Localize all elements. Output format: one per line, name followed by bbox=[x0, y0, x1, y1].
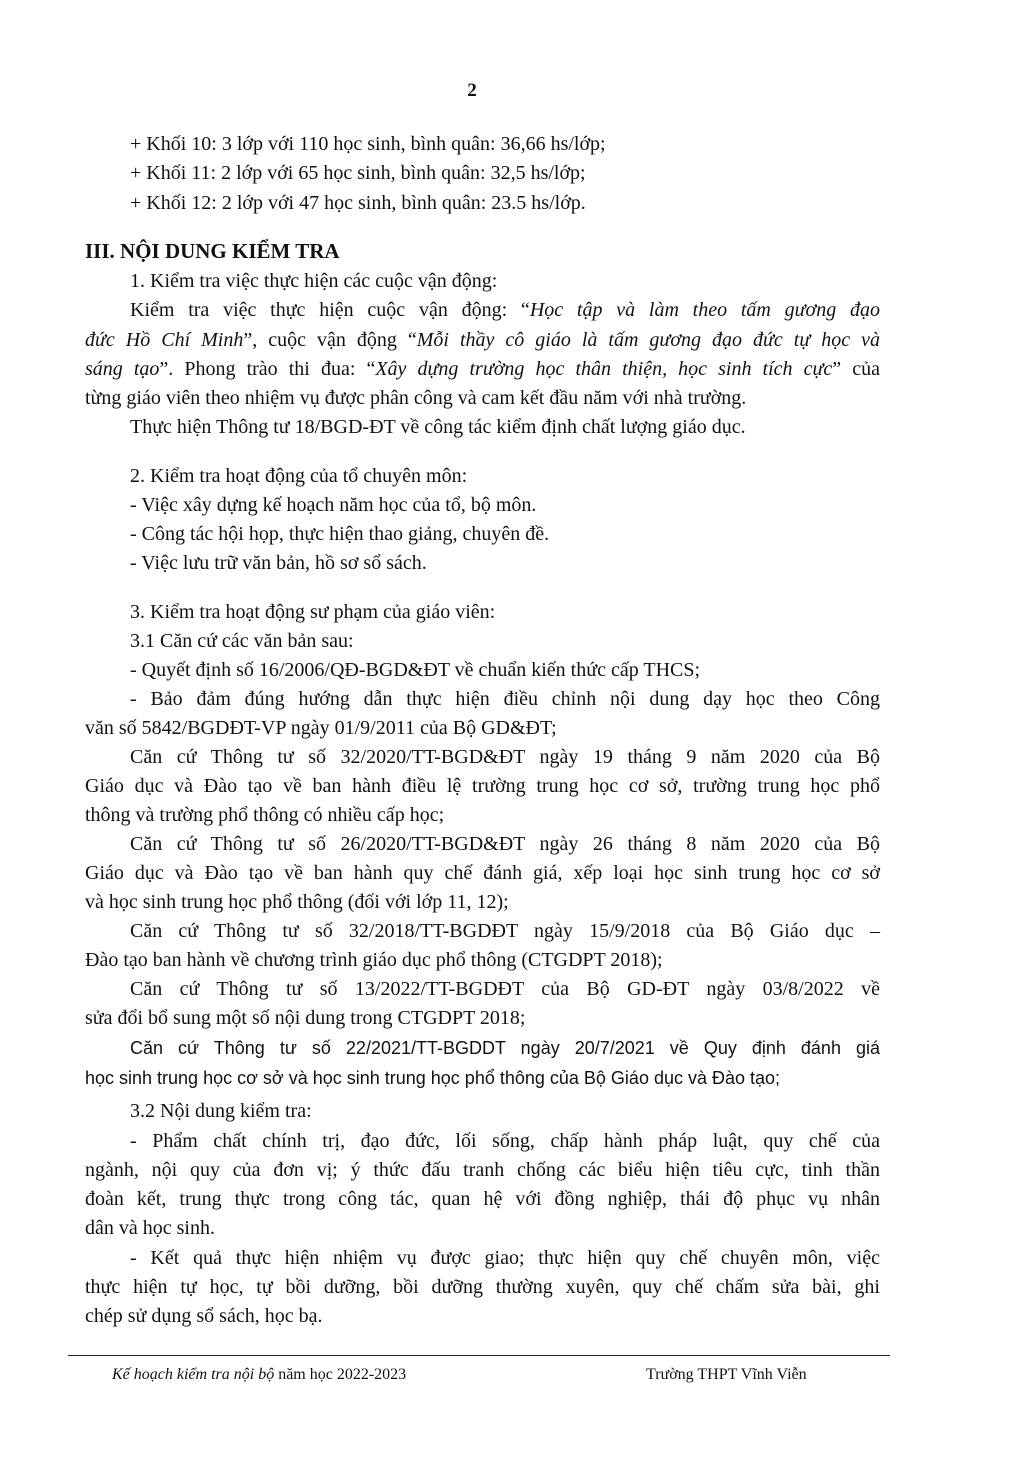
italic-quote: đức Hồ Chí Minh bbox=[85, 329, 244, 351]
paragraph-line: đoàn kết, trung thực trong công tác, quan hệ với đồng nghiệp, thái độ phục vụ nhân bbox=[85, 1188, 880, 1210]
text-span: ”, cuộc vận động “ bbox=[243, 329, 417, 351]
paragraph-line: Đào tạo ban hành về chương trình giáo dục phổ thông (CTGDPT 2018); bbox=[85, 949, 663, 971]
list-item: - Việc xây dựng kế hoạch năm học của tổ, bộ môn. bbox=[130, 494, 537, 516]
italic-quote: Học tập và làm theo tấm gương đạo bbox=[529, 299, 880, 321]
item3-title: 3. Kiểm tra hoạt động sư phạm của giáo viên: bbox=[130, 601, 496, 623]
paragraph-line: học sinh trung học cơ sở và học sinh trung học phổ thông của Bộ Giáo dục và Đào tạo; bbox=[85, 1068, 781, 1088]
paragraph-line: Căn cứ Thông tư số 32/2020/TT-BGD&ĐT ngày 19 tháng 9 năm 2020 của Bộ bbox=[130, 746, 880, 768]
footer-plan-title: Kế hoạch kiểm tra nội bộ bbox=[112, 1366, 275, 1383]
paragraph-line: - Phẩm chất chính trị, đạo đức, lối sống, chấp hành pháp luật, quy chế của bbox=[130, 1130, 880, 1152]
text-span: ”. Phong trào thi đua: “ bbox=[159, 358, 376, 380]
stat-khoi-11: + Khối 11: 2 lớp với 65 học sinh, bình quân: 32,5 hs/lớp; bbox=[130, 162, 586, 184]
paragraph-line: từng giáo viên theo nhiệm vụ được phân công và cam kết đầu năm với nhà trường. bbox=[85, 387, 747, 409]
item2-title: 2. Kiểm tra hoạt động của tổ chuyên môn: bbox=[130, 465, 468, 487]
item31-title: 3.1 Căn cứ các văn bản sau: bbox=[130, 630, 354, 652]
paragraph-line: chép sử dụng sổ sách, học bạ. bbox=[85, 1305, 323, 1327]
paragraph-line: và học sinh trung học phổ thông (đối với lớp 11, 12); bbox=[85, 891, 509, 913]
text-span: ” của bbox=[832, 358, 880, 380]
footer-school-name: Trường THPT Vĩnh Viễn bbox=[646, 1366, 807, 1383]
paragraph-line: Giáo dục và Đào tạo về ban hành điều lệ trường trung học cơ sở, trường trung học phổ bbox=[85, 775, 880, 797]
list-item: - Công tác hội họp, thực hiện thao giảng, chuyên đề. bbox=[130, 523, 550, 545]
list-item: - Quyết định số 16/2006/QĐ-BGD&ĐT về chuẩn kiến thức cấp THCS; bbox=[130, 659, 701, 681]
paragraph-line: Căn cứ Thông tư số 22/2021/TT-BGDDT ngày 20/7/2021 về Quy định đánh giá bbox=[130, 1038, 880, 1058]
item1-title: 1. Kiểm tra việc thực hiện các cuộc vận động: bbox=[130, 270, 498, 292]
paragraph-line: - Bảo đảm đúng hướng dẫn thực hiện điều chỉnh nội dung dạy học theo Công bbox=[130, 688, 880, 710]
paragraph-line: Căn cứ Thông tư số 26/2020/TT-BGD&ĐT ngày 26 tháng 8 năm 2020 của Bộ bbox=[130, 833, 880, 855]
page-number: 2 bbox=[467, 80, 477, 101]
stat-khoi-10: + Khối 10: 3 lớp với 110 học sinh, bình quân: 36,66 hs/lớp; bbox=[130, 133, 606, 155]
paragraph-line: Căn cứ Thông tư số 13/2022/TT-BGDĐT của Bộ GD-ĐT ngày 03/8/2022 về bbox=[130, 978, 880, 1000]
text-span: Kiểm tra việc thực hiện cuộc vận động: “ bbox=[130, 299, 530, 321]
paragraph-line: Giáo dục và Đào tạo về ban hành quy chế đánh giá, xếp loại học sinh trung học cơ sở bbox=[85, 862, 880, 884]
paragraph-line bbox=[85, 326, 880, 354]
italic-quote: sáng tạo bbox=[85, 358, 160, 380]
paragraph-line: ngành, nội quy của đơn vị; ý thức đấu tranh chống các biểu hiện tiêu cực, tinh thần bbox=[85, 1159, 880, 1181]
item32-title: 3.2 Nội dung kiểm tra: bbox=[130, 1100, 312, 1122]
paragraph-line: Thực hiện Thông tư 18/BGD-ĐT về công tác kiểm định chất lượng giáo dục. bbox=[130, 416, 746, 438]
paragraph-line: Căn cứ Thông tư số 32/2018/TT-BGDĐT ngày 15/9/2018 của Bộ Giáo dục – bbox=[130, 920, 880, 942]
paragraph-line: - Kết quả thực hiện nhiệm vụ được giao; thực hiện quy chế chuyên môn, việc bbox=[130, 1247, 880, 1269]
paragraph-line: thực hiện tự học, tự bồi dưỡng, bồi dưỡng thường xuyên, quy chế chấm sửa bài, ghi bbox=[85, 1276, 880, 1298]
section-heading: III. NỘI DUNG KIỂM TRA bbox=[85, 239, 340, 263]
paragraph-line bbox=[85, 355, 880, 383]
list-item: - Việc lưu trữ văn bản, hồ sơ sổ sách. bbox=[130, 552, 427, 574]
footer-divider bbox=[68, 1355, 890, 1356]
paragraph-line bbox=[130, 296, 880, 324]
paragraph-line: dân và học sinh. bbox=[85, 1217, 215, 1239]
italic-quote: Xây dựng trường học thân thiện, học sinh tích cực bbox=[375, 358, 833, 380]
paragraph-line: thông và trường phổ thông có nhiều cấp học; bbox=[85, 804, 445, 826]
footer-school-year: năm học 2022-2023 bbox=[274, 1366, 407, 1383]
paragraph-line: văn số 5842/BGDĐT-VP ngày 01/9/2011 của Bộ GD&ĐT; bbox=[85, 717, 557, 739]
footer-left bbox=[112, 1366, 406, 1384]
stat-khoi-12: + Khối 12: 2 lớp với 47 học sinh, bình quân: 23.5 hs/lớp. bbox=[130, 192, 586, 214]
italic-quote: Mỗi thầy cô giáo là tấm gương đạo đức tự học và bbox=[416, 329, 881, 351]
paragraph-line: sửa đổi bổ sung một số nội dung trong CTGDPT 2018; bbox=[85, 1007, 526, 1029]
